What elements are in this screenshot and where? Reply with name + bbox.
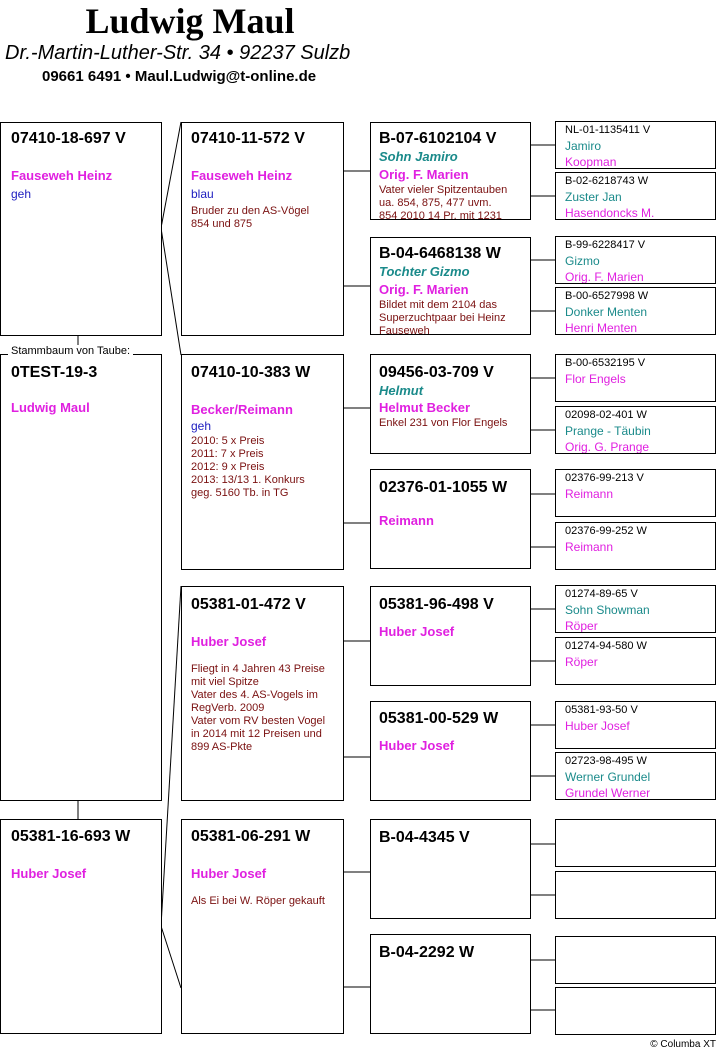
gen4-card[interactable] <box>555 354 716 402</box>
gen4-card[interactable] <box>555 172 716 220</box>
ggp-ring: B-04-6468138 W <box>379 245 501 262</box>
ggp-owner: Reimann <box>379 513 434 528</box>
grandparent-ring: 05381-01-472 V <box>191 596 306 613</box>
breeder-contact: 09661 6491 • Maul.Ludwig@t-online.de <box>42 68 317 85</box>
root-owner: Ludwig Maul <box>11 400 90 415</box>
grandparent-owner: Fauseweh Heinz <box>191 168 293 183</box>
note-line: Vater des 4. AS-Vogels im <box>191 689 318 701</box>
father-color: geh <box>11 187 32 201</box>
note-line: Vater vom RV besten Vogel <box>191 715 326 727</box>
gen4-card[interactable] <box>555 469 716 517</box>
breeder-address: Dr.-Martin-Luther-Str. 34 • 92237 Sulzb <box>5 42 351 64</box>
ggp-nickname: Sohn Jamiro <box>379 149 458 164</box>
ggp-mff[interactable] <box>370 586 531 686</box>
gen4-line2: Reimann <box>565 487 614 501</box>
gen4-line3: Orig. F. Marien <box>565 270 644 284</box>
note-line: Als Ei bei W. Röper gekauft <box>191 895 325 907</box>
ggp-mfm[interactable] <box>370 701 531 801</box>
ggp-owner: Orig. F. Marien <box>379 167 469 182</box>
gen4-ring: B-00-6532195 V <box>565 357 646 369</box>
mother-card[interactable] <box>0 819 162 1034</box>
ggp-ring: 02376-01-1055 W <box>379 479 508 496</box>
gen4-card[interactable] <box>555 522 716 570</box>
note-line: geg. 5160 Tb. in TG <box>191 487 289 499</box>
ggp-owner: Helmut Becker <box>379 400 471 415</box>
grandparent-owner: Huber Josef <box>191 866 267 881</box>
ggp-owner: Huber Josef <box>379 738 455 753</box>
note-line: 2013: 13/13 1. Konkurs <box>191 474 305 486</box>
grandparent-ring: 05381-06-291 W <box>191 828 311 845</box>
note-line: Superzuchtpaar bei Heinz <box>379 312 506 324</box>
gen4-ring: 02376-99-252 W <box>565 525 647 537</box>
grandparent-mf[interactable] <box>181 586 344 801</box>
gen4-card[interactable] <box>555 819 716 867</box>
gen4-card[interactable] <box>555 987 716 1035</box>
mother-ring: 05381-16-693 W <box>11 828 131 845</box>
grandparent-fm[interactable] <box>181 354 344 570</box>
gen4-card[interactable] <box>555 936 716 984</box>
gen4-line2: Sohn Showman <box>565 603 650 617</box>
gen4-card[interactable] <box>555 287 716 335</box>
grandparent-notes <box>191 663 334 754</box>
ggp-mmm[interactable] <box>370 934 531 1034</box>
gen4-line3: Hasendoncks M. <box>565 206 655 220</box>
gen4-line3: Grundel Werner <box>565 786 651 800</box>
ggp-notes <box>379 184 522 220</box>
note-line: 2012: 9 x Preis <box>191 461 265 473</box>
gen4-card[interactable] <box>555 236 716 284</box>
grandparent-owner: Huber Josef <box>191 634 267 649</box>
ggp-owner: Huber Josef <box>379 624 455 639</box>
gen4-card[interactable] <box>555 701 716 749</box>
grandparent-ff[interactable] <box>181 122 344 336</box>
gen4-ring: 02098-02-401 W <box>565 409 647 421</box>
gen4-card[interactable] <box>555 871 716 919</box>
gen4-line3: Koopman <box>565 155 617 169</box>
gen4-card[interactable] <box>555 585 716 633</box>
note-line: Vater vieler Spitzentauben <box>379 184 508 196</box>
grandparent-color: blau <box>191 187 214 201</box>
note-line: 2011: 7 x Preis <box>191 448 264 460</box>
note-line: Bruder zu den AS-Vögel <box>191 205 310 217</box>
ggp-notes <box>379 299 522 335</box>
note-line: 854 2010 14 Pr. mit 1231 <box>379 210 502 220</box>
gen4-line3: Orig. G. Prange <box>565 440 650 454</box>
grandparent-color: geh <box>191 419 212 433</box>
ggp-ring: B-07-6102104 V <box>379 130 497 147</box>
mother-owner: Huber Josef <box>11 866 87 881</box>
ggp-ring: 05381-00-529 W <box>379 710 499 727</box>
note-line: Fauseweh <box>379 325 430 335</box>
grandparent-mm[interactable] <box>181 819 344 1034</box>
grandparent-notes <box>191 895 334 908</box>
father-card[interactable] <box>0 122 162 336</box>
gen4-line2: Prange - Täubin <box>565 424 651 438</box>
note-line: Enkel 231 von Flor Engels <box>379 417 508 429</box>
ggp-ring: B-04-2292 W <box>379 944 475 961</box>
note-line: Bildet mit dem 2104 das <box>379 299 498 311</box>
gen4-card[interactable] <box>555 637 716 685</box>
gen4-line2: Gizmo <box>565 254 600 268</box>
note-line: 854 und 875 <box>191 218 253 230</box>
ggp-fmm[interactable] <box>370 469 531 569</box>
gen4-line2: Huber Josef <box>565 719 630 733</box>
gen4-line3: Henri Menten <box>565 321 638 335</box>
ggp-ring: B-04-4345 V <box>379 829 470 846</box>
ggp-nickname: Tochter Gizmo <box>379 264 470 279</box>
gen4-card[interactable] <box>555 121 716 169</box>
note-line: ua. 854, 875, 477 uvm. <box>379 197 492 209</box>
gen4-ring: B-02-6218743 W <box>565 175 649 187</box>
gen4-line2: Zuster Jan <box>565 190 622 204</box>
note-line: Fliegt in 4 Jahren 43 Preise <box>191 663 325 675</box>
father-owner: Fauseweh Heinz <box>11 168 113 183</box>
gen4-ring: 02376-99-213 V <box>565 472 644 484</box>
breeder-name: Ludwig Maul <box>85 1 295 41</box>
note-line: mit viel Spitze <box>191 676 259 688</box>
gen4-line2: Donker Menten <box>565 305 648 319</box>
gen4-ring: 05381-93-50 V <box>565 704 638 716</box>
ggp-fmf[interactable] <box>370 354 531 454</box>
gen4-ring: 01274-89-65 V <box>565 588 638 600</box>
grandparent-notes <box>191 435 334 500</box>
note-line: 899 AS-Pkte <box>191 741 253 753</box>
root-ring: 0TEST-19-3 <box>11 364 98 381</box>
grandparent-notes <box>191 205 334 231</box>
note-line: RegVerb. 2009 <box>191 702 265 714</box>
root-label: Stammbaum von Taube: <box>8 345 133 357</box>
gen4-line2: Reimann <box>565 540 614 554</box>
gen4-ring: 01274-94-580 W <box>565 640 647 652</box>
ggp-ffm[interactable] <box>370 237 531 335</box>
ggp-ring: 05381-96-498 V <box>379 596 494 613</box>
note-line: 2010: 5 x Preis <box>191 435 265 447</box>
ggp-notes <box>379 417 522 430</box>
gen4-line2: Jamiro <box>565 139 602 153</box>
grandparent-ring: 07410-10-383 W <box>191 364 311 381</box>
grandparent-owner: Becker/Reimann <box>191 402 293 417</box>
gen4-ring: 02723-98-495 W <box>565 755 647 767</box>
gen4-line3: Röper <box>565 619 598 633</box>
ggp-owner: Orig. F. Marien <box>379 282 469 297</box>
ggp-ring: 09456-03-709 V <box>379 364 494 381</box>
ggp-fff[interactable] <box>370 122 531 220</box>
gen4-line2: Röper <box>565 655 598 669</box>
gen4-ring: B-99-6228417 V <box>565 239 646 251</box>
gen4-line2: Werner Grundel <box>565 770 651 784</box>
gen4-ring: B-00-6527998 W <box>565 290 649 302</box>
copyright: © Columba XT <box>650 1039 716 1050</box>
gen4-line2: Flor Engels <box>565 372 626 386</box>
gen4-card[interactable] <box>555 406 716 454</box>
ggp-mmf[interactable] <box>370 819 531 919</box>
father-ring: 07410-18-697 V <box>11 130 126 147</box>
gen4-card[interactable] <box>555 752 716 800</box>
grandparent-ring: 07410-11-572 V <box>191 130 305 147</box>
ggp-nickname: Helmut <box>379 383 424 398</box>
gen4-ring: NL-01-1135411 V <box>565 124 651 136</box>
root-card[interactable] <box>0 354 162 801</box>
note-line: in 2014 mit 12 Preisen und <box>191 728 322 740</box>
